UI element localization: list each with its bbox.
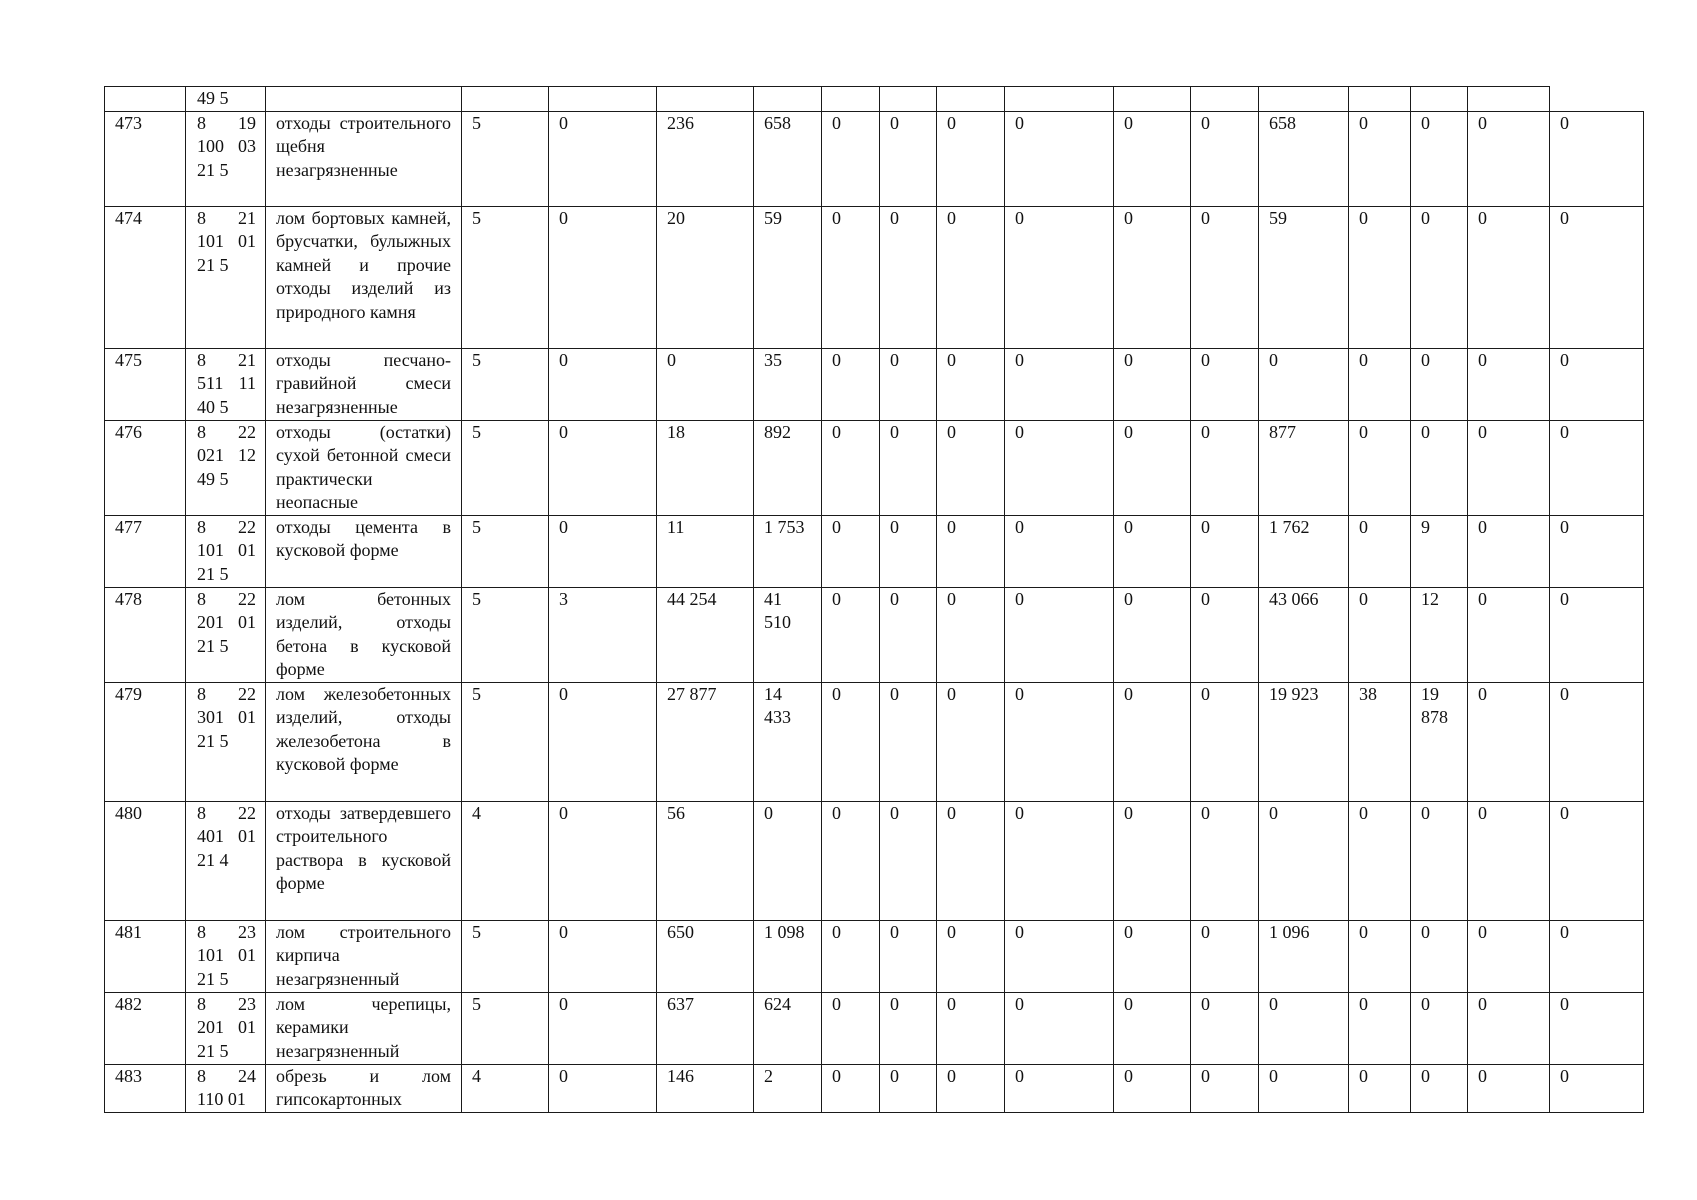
cell-value: 0 [1114, 682, 1191, 801]
cell-value: 0 [1349, 992, 1411, 1064]
waste-table [104, 86, 1644, 1113]
cell-value: 0 [549, 420, 657, 515]
cell-number: 474 [105, 206, 186, 348]
cell-value: 0 [822, 992, 880, 1064]
cell-value [1349, 87, 1411, 112]
cell-value: 0 [1468, 801, 1550, 920]
cell-value: 0 [1468, 920, 1550, 992]
cell-value: 44 254 [657, 587, 754, 682]
cell-value: 0 [1114, 920, 1191, 992]
cell-value [657, 87, 754, 112]
cell-value: 0 [1259, 348, 1349, 420]
cell-value [1468, 87, 1550, 112]
cell-value: 0 [1411, 920, 1468, 992]
cell-value: 0 [1114, 348, 1191, 420]
cell-value: 1 098 [754, 920, 822, 992]
cell-value: 0 [1005, 587, 1114, 682]
cell-value: 0 [549, 992, 657, 1064]
cell-value: 2 [754, 1064, 822, 1112]
cell-code: 49 5 [186, 87, 266, 112]
cell-value: 0 [937, 515, 1005, 587]
cell-value: 0 [937, 682, 1005, 801]
cell-value [1005, 87, 1114, 112]
cell-value: 0 [937, 587, 1005, 682]
cell-value: 0 [1349, 587, 1411, 682]
cell-value: 0 [1191, 587, 1259, 682]
cell-code: 8 23 201 01 21 5 [186, 992, 266, 1064]
cell-value: 0 [822, 206, 880, 348]
cell-value: 4 [462, 1064, 549, 1112]
cell-code: 8 22 401 01 21 4 [186, 801, 266, 920]
cell-code: 8 24 110 01 [186, 1064, 266, 1112]
cell-value: 0 [1259, 1064, 1349, 1112]
cell-value: 19 923 [1259, 682, 1349, 801]
cell-value: 0 [1191, 920, 1259, 992]
cell-value: 0 [1468, 111, 1550, 206]
cell-value: 0 [822, 587, 880, 682]
cell-value: 0 [1550, 920, 1644, 992]
cell-value: 0 [657, 348, 754, 420]
cell-value: 0 [1550, 111, 1644, 206]
table-row [105, 206, 1644, 348]
cell-value: 0 [1005, 515, 1114, 587]
cell-value: 41 510 [754, 587, 822, 682]
table-row [105, 420, 1644, 515]
cell-value: 0 [1005, 348, 1114, 420]
cell-value: 0 [1468, 682, 1550, 801]
cell-value: 9 [1411, 515, 1468, 587]
cell-value: 27 877 [657, 682, 754, 801]
cell-value: 0 [1349, 348, 1411, 420]
cell-value: 0 [1411, 206, 1468, 348]
cell-code: 8 22 101 01 21 5 [186, 515, 266, 587]
cell-value [822, 87, 880, 112]
cell-value: 0 [1411, 111, 1468, 206]
cell-code: 8 21 511 11 40 5 [186, 348, 266, 420]
cell-value: 637 [657, 992, 754, 1064]
cell-value: 0 [1114, 420, 1191, 515]
cell-value [462, 87, 549, 112]
cell-number: 476 [105, 420, 186, 515]
cell-name: обрезь и лом гипсокартонных [266, 1064, 462, 1112]
cell-value: 658 [1259, 111, 1349, 206]
cell-value: 0 [1259, 801, 1349, 920]
cell-value: 5 [462, 206, 549, 348]
cell-value: 0 [937, 111, 1005, 206]
cell-number: 483 [105, 1064, 186, 1112]
cell-value: 0 [1005, 1064, 1114, 1112]
cell-value: 0 [1349, 206, 1411, 348]
cell-name: лом строительного кирпича незагрязненный [266, 920, 462, 992]
cell-value: 0 [1349, 801, 1411, 920]
cell-value: 624 [754, 992, 822, 1064]
cell-value: 0 [937, 801, 1005, 920]
cell-value: 0 [880, 682, 937, 801]
cell-value: 0 [1550, 801, 1644, 920]
cell-number: 477 [105, 515, 186, 587]
cell-value: 0 [549, 348, 657, 420]
cell-name: отходы затвердевшего строительного раствора в кусковой форме [266, 801, 462, 920]
table-row [105, 515, 1644, 587]
cell-value: 0 [1191, 111, 1259, 206]
cell-value: 0 [1191, 206, 1259, 348]
cell-value: 0 [1349, 420, 1411, 515]
table-body [105, 87, 1644, 1113]
cell-value: 0 [937, 420, 1005, 515]
table-row [105, 992, 1644, 1064]
cell-value: 0 [880, 348, 937, 420]
cell-value: 0 [1550, 1064, 1644, 1112]
cell-value: 0 [822, 420, 880, 515]
cell-value: 0 [1005, 420, 1114, 515]
cell-value: 0 [822, 682, 880, 801]
cell-value: 11 [657, 515, 754, 587]
cell-value: 0 [1468, 206, 1550, 348]
cell-value: 0 [1411, 420, 1468, 515]
cell-value: 0 [1114, 515, 1191, 587]
cell-value: 0 [1411, 801, 1468, 920]
table-row [105, 801, 1644, 920]
cell-value: 0 [754, 801, 822, 920]
cell-value: 0 [1259, 992, 1349, 1064]
cell-value: 0 [549, 1064, 657, 1112]
cell-value: 0 [937, 920, 1005, 992]
cell-code: 8 23 101 01 21 5 [186, 920, 266, 992]
cell-value: 146 [657, 1064, 754, 1112]
cell-value: 0 [1550, 992, 1644, 1064]
cell-code: 8 21 101 01 21 5 [186, 206, 266, 348]
cell-value: 0 [880, 111, 937, 206]
cell-value: 0 [822, 1064, 880, 1112]
cell-name: лом черепицы, керамики незагрязненный [266, 992, 462, 1064]
cell-value [549, 87, 657, 112]
cell-value: 0 [1468, 1064, 1550, 1112]
cell-value: 0 [1005, 801, 1114, 920]
cell-value: 18 [657, 420, 754, 515]
cell-value: 236 [657, 111, 754, 206]
cell-value: 14 433 [754, 682, 822, 801]
cell-value: 0 [1114, 206, 1191, 348]
cell-value [880, 87, 937, 112]
cell-value [937, 87, 1005, 112]
cell-value: 5 [462, 348, 549, 420]
cell-value: 0 [1005, 206, 1114, 348]
cell-value [1259, 87, 1349, 112]
cell-value [1411, 87, 1468, 112]
cell-value: 0 [1114, 801, 1191, 920]
cell-value: 0 [880, 801, 937, 920]
cell-name: лом бетонных изделий, отходы бетона в кусковой форме [266, 587, 462, 682]
cell-code: 8 22 021 12 49 5 [186, 420, 266, 515]
table-row [105, 920, 1644, 992]
cell-number: 480 [105, 801, 186, 920]
cell-number [105, 87, 186, 112]
table-row [105, 587, 1644, 682]
cell-value: 0 [1191, 1064, 1259, 1112]
cell-name: отходы строительного щебня незагрязненные [266, 111, 462, 206]
cell-value: 0 [1349, 111, 1411, 206]
cell-code: 8 22 201 01 21 5 [186, 587, 266, 682]
cell-value: 0 [937, 348, 1005, 420]
cell-value [1114, 87, 1191, 112]
cell-value: 0 [937, 1064, 1005, 1112]
cell-value: 0 [880, 206, 937, 348]
cell-value: 5 [462, 111, 549, 206]
cell-value: 56 [657, 801, 754, 920]
cell-name: отходы (остатки) сухой бетонной смеси практически неопасные [266, 420, 462, 515]
cell-number: 478 [105, 587, 186, 682]
cell-name [266, 87, 462, 112]
cell-value: 3 [549, 587, 657, 682]
cell-value: 0 [822, 111, 880, 206]
cell-value: 5 [462, 992, 549, 1064]
cell-value: 0 [549, 111, 657, 206]
cell-number: 482 [105, 992, 186, 1064]
cell-value: 43 066 [1259, 587, 1349, 682]
cell-value: 0 [822, 348, 880, 420]
cell-value: 4 [462, 801, 549, 920]
cell-value: 0 [1468, 992, 1550, 1064]
cell-value: 0 [1191, 348, 1259, 420]
cell-value: 0 [549, 801, 657, 920]
cell-value: 5 [462, 587, 549, 682]
cell-value: 0 [1191, 801, 1259, 920]
cell-value: 0 [1550, 682, 1644, 801]
cell-value: 0 [1468, 348, 1550, 420]
cell-value: 0 [880, 920, 937, 992]
cell-value: 0 [549, 515, 657, 587]
cell-value: 0 [937, 992, 1005, 1064]
cell-value: 5 [462, 682, 549, 801]
cell-value: 0 [822, 801, 880, 920]
cell-value: 38 [1349, 682, 1411, 801]
cell-value: 0 [1191, 420, 1259, 515]
table-row [105, 682, 1644, 801]
cell-value: 0 [1349, 920, 1411, 992]
cell-value: 5 [462, 920, 549, 992]
cell-value: 0 [1191, 515, 1259, 587]
cell-value: 0 [1468, 420, 1550, 515]
cell-value: 19 878 [1411, 682, 1468, 801]
cell-value: 0 [1550, 206, 1644, 348]
cell-value: 0 [1550, 420, 1644, 515]
cell-value: 0 [1550, 515, 1644, 587]
table-row-continued [105, 87, 1644, 112]
cell-value: 1 096 [1259, 920, 1349, 992]
cell-value: 0 [880, 992, 937, 1064]
cell-value: 0 [1191, 682, 1259, 801]
cell-value [754, 87, 822, 112]
cell-value: 650 [657, 920, 754, 992]
cell-value: 0 [880, 1064, 937, 1112]
cell-code: 8 22 301 01 21 5 [186, 682, 266, 801]
cell-value: 0 [1411, 992, 1468, 1064]
cell-name: отходы цемента в кусковой форме [266, 515, 462, 587]
cell-value: 0 [1349, 1064, 1411, 1112]
cell-value: 0 [1114, 1064, 1191, 1112]
cell-number: 481 [105, 920, 186, 992]
cell-value: 0 [822, 920, 880, 992]
cell-value: 5 [462, 420, 549, 515]
cell-value: 0 [1114, 587, 1191, 682]
cell-value: 0 [1411, 348, 1468, 420]
cell-value: 0 [1005, 920, 1114, 992]
table-row [105, 348, 1644, 420]
cell-number: 473 [105, 111, 186, 206]
cell-value: 0 [1550, 587, 1644, 682]
cell-value [1191, 87, 1259, 112]
cell-value: 1 753 [754, 515, 822, 587]
cell-value: 892 [754, 420, 822, 515]
cell-value: 35 [754, 348, 822, 420]
cell-value: 0 [880, 515, 937, 587]
cell-value: 0 [1005, 992, 1114, 1064]
table-row [105, 1064, 1644, 1112]
cell-value: 658 [754, 111, 822, 206]
cell-name: лом бортовых камней, брусчатки, булыжных камней и прочие отходы изделий из природного камня [266, 206, 462, 348]
cell-value: 0 [1191, 992, 1259, 1064]
cell-value: 0 [549, 206, 657, 348]
cell-value: 0 [1468, 515, 1550, 587]
cell-code: 8 19 100 03 21 5 [186, 111, 266, 206]
cell-value: 5 [462, 515, 549, 587]
cell-value: 12 [1411, 587, 1468, 682]
cell-name: отходы песчано-гравийной смеси незагрязненные [266, 348, 462, 420]
table-row [105, 111, 1644, 206]
cell-value: 1 762 [1259, 515, 1349, 587]
cell-number: 479 [105, 682, 186, 801]
cell-value: 0 [1005, 682, 1114, 801]
cell-value: 0 [1114, 111, 1191, 206]
cell-value: 59 [754, 206, 822, 348]
cell-value: 877 [1259, 420, 1349, 515]
cell-value: 0 [1005, 111, 1114, 206]
cell-value: 0 [880, 420, 937, 515]
cell-value: 0 [1468, 587, 1550, 682]
cell-value: 0 [549, 920, 657, 992]
cell-value: 0 [1411, 1064, 1468, 1112]
cell-value: 0 [937, 206, 1005, 348]
cell-value: 0 [549, 682, 657, 801]
cell-value: 0 [1550, 348, 1644, 420]
cell-number: 475 [105, 348, 186, 420]
cell-value: 0 [1114, 992, 1191, 1064]
cell-value: 20 [657, 206, 754, 348]
cell-value: 0 [1349, 515, 1411, 587]
cell-value: 59 [1259, 206, 1349, 348]
cell-name: лом железобетонных изделий, отходы железобетона в кусковой форме [266, 682, 462, 801]
cell-value: 0 [822, 515, 880, 587]
cell-value: 0 [880, 587, 937, 682]
